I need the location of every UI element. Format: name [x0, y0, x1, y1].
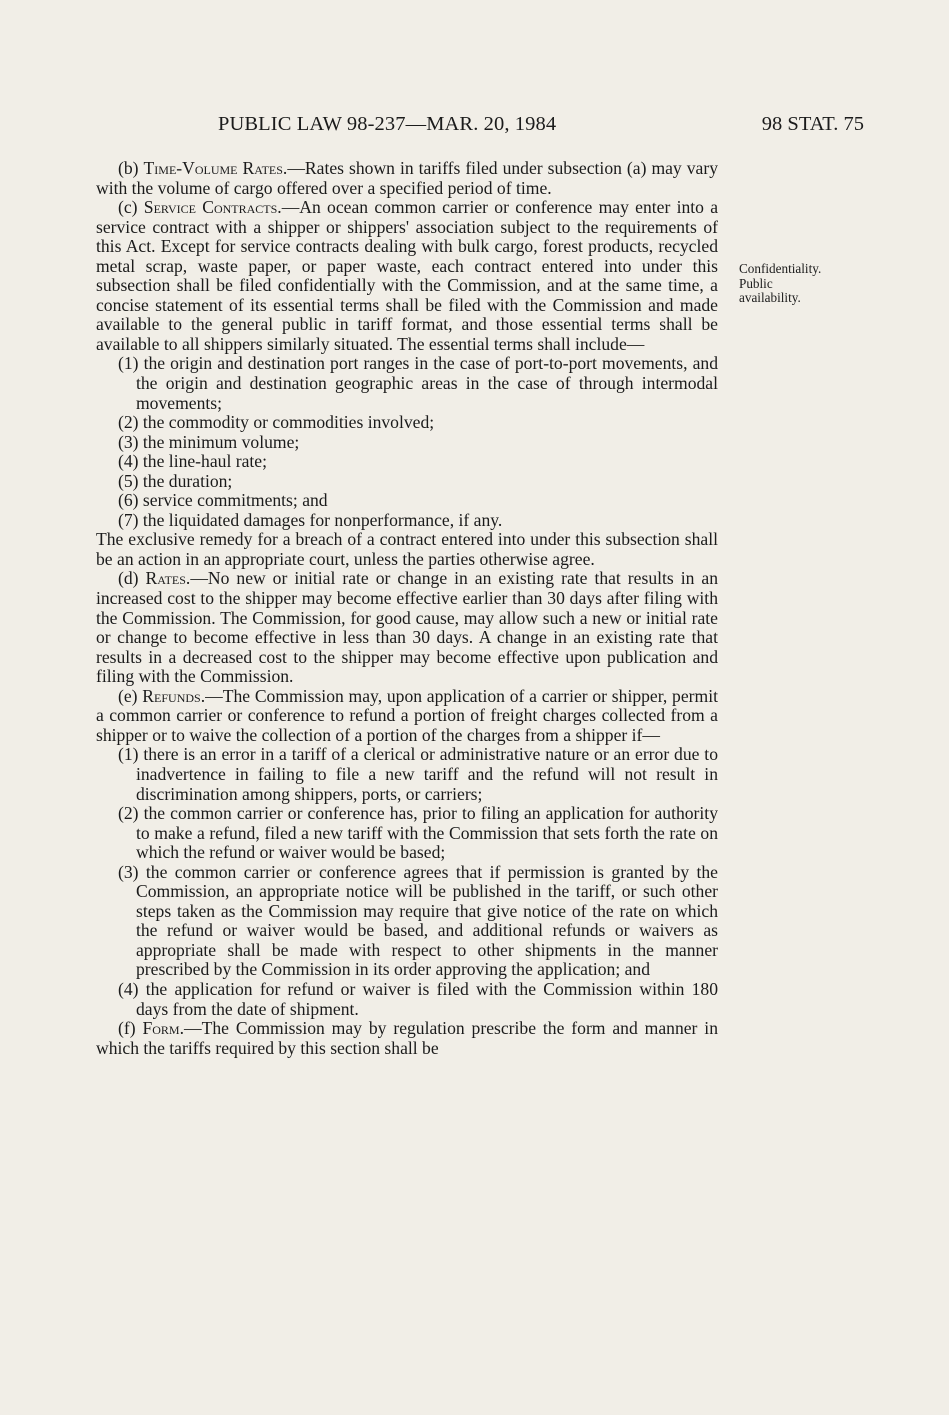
subsection-c-item-7: (7) the liquidated damages for nonperformance, if any. — [118, 509, 503, 530]
subsection-b-text: —Rates shown in tariffs filed under subsection (a) may vary with the volume of cargo offered over a specified period of time. — [96, 158, 718, 198]
running-head: PUBLIC LAW 98-237—MAR. 20, 1984 — [218, 113, 557, 135]
subsection-c-item-5: (5) the duration; — [118, 470, 233, 491]
subsection-e-label: (e) — [118, 685, 143, 706]
subsection-d-heading: Rates. — [145, 568, 191, 589]
subsection-e-heading: Refunds. — [142, 685, 206, 706]
subsection-c-item-2: (2) the commodity or commodities involved; — [118, 412, 435, 433]
margin-note-line-1: Confidentiality. — [739, 261, 822, 276]
subsection-f-heading: Form. — [142, 1018, 184, 1039]
subsection-f — [96, 1019, 718, 1058]
subsection-e — [96, 687, 718, 746]
subsection-c-text: —An ocean common carrier or conference may enter into a service contract with a shipper or shippers' association subject to the requirements of this Act. Except for service contracts dealing with bulk cargo, forest products, recycled metal scrap, waste paper, or paper waste, each contract entered into under this subsection shall be filed confidentially with the Commission, and at the same time, a concise statement of its essential terms shall be filed with the Commission and made available to the general public in tariff format, and those essential terms shall be available to all shippers similarly situated. The essential terms shall include— — [96, 197, 719, 354]
subsection-b — [96, 159, 718, 198]
subsection-c-item-6: (6) service commitments; and — [118, 490, 328, 511]
subsection-e-item-4: (4) the application for refund or waiver is filed with the Commission within 180 days from the date of shipment. — [118, 978, 718, 1019]
subsection-d — [96, 569, 718, 686]
subsection-b-label: (b) — [118, 158, 144, 178]
subsection-c-heading: Service Contracts. — [143, 197, 282, 218]
margin-note-line-2: Public — [739, 275, 773, 291]
subsection-f-label: (f) — [118, 1018, 143, 1039]
margin-note — [739, 262, 849, 306]
subsection-e-item-3: (3) the common carrier or conference agrees that if permission is granted by the Commission, an appropriate notice will be published in the tariff, or such other steps taken as the Commission may require that give notice of the rate on which the refund or waiver would be based, and additional refunds or waivers as appropriate shall be made with respect to other shipments in the manner prescribed by the Commission in its order approving the application; and — [118, 861, 718, 980]
subsection-c-item-1: (1) the origin and destination port ranges in the case of port-to-port movements, and the origin and destination geographic areas in the case of through intermodal movements; — [118, 353, 718, 413]
subsection-e-item-1: (1) there is an error in a tariff of a clerical or administrative nature or an error due to inadvertence in failing to file a new tariff and the refund will not result in discrimination among shippers, ports, or carriers; — [118, 744, 718, 804]
subsection-c-closing: The exclusive remedy for a breach of a contract entered into under this subsection shall be an action in an appropriate court, unless the parties otherwise agree. — [96, 529, 718, 569]
page-number: 98 STAT. 75 — [761, 113, 864, 135]
page-header — [96, 113, 864, 139]
subsection-c — [96, 198, 718, 354]
subsection-f-text: —The Commission may by regulation prescribe the form and manner in which the tariffs required by this section shall be — [96, 1018, 718, 1058]
subsection-d-text: —No new or initial rate or change in an existing rate that results in an increased cost to the shipper may become effective earlier than 30 days after filing with the Commission. The Commission, for good cause, may allow such a new or initial rate or change to become effective in less than 30 days. A change in an existing rate that results in a decreased cost to the shipper may become effective upon publication and filing with the Commission. — [96, 568, 718, 687]
subsection-e-text: —The Commission may, upon application of a carrier or shipper, permit a common carrier or conference to refund a portion of freight charges collected from a shipper or to waive the collection of a portion of the charges from a shipper if— — [96, 685, 718, 745]
subsection-c-item-3: (3) the minimum volume; — [118, 431, 300, 452]
body-text — [96, 159, 718, 1058]
subsection-e-item-2: (2) the common carrier or conference has, prior to filing an application for authority to make a refund, filed a new tariff with the Commission that sets forth the rate on which the refund or waiver would be based; — [118, 803, 718, 863]
margin-note-line-3: availability. — [739, 290, 801, 305]
subsection-b-heading: Time-Volume Rates. — [143, 158, 288, 178]
subsection-c-label: (c) — [118, 197, 144, 218]
subsection-c-item-4: (4) the line-haul rate; — [118, 451, 267, 472]
subsection-d-label: (d) — [118, 568, 146, 589]
